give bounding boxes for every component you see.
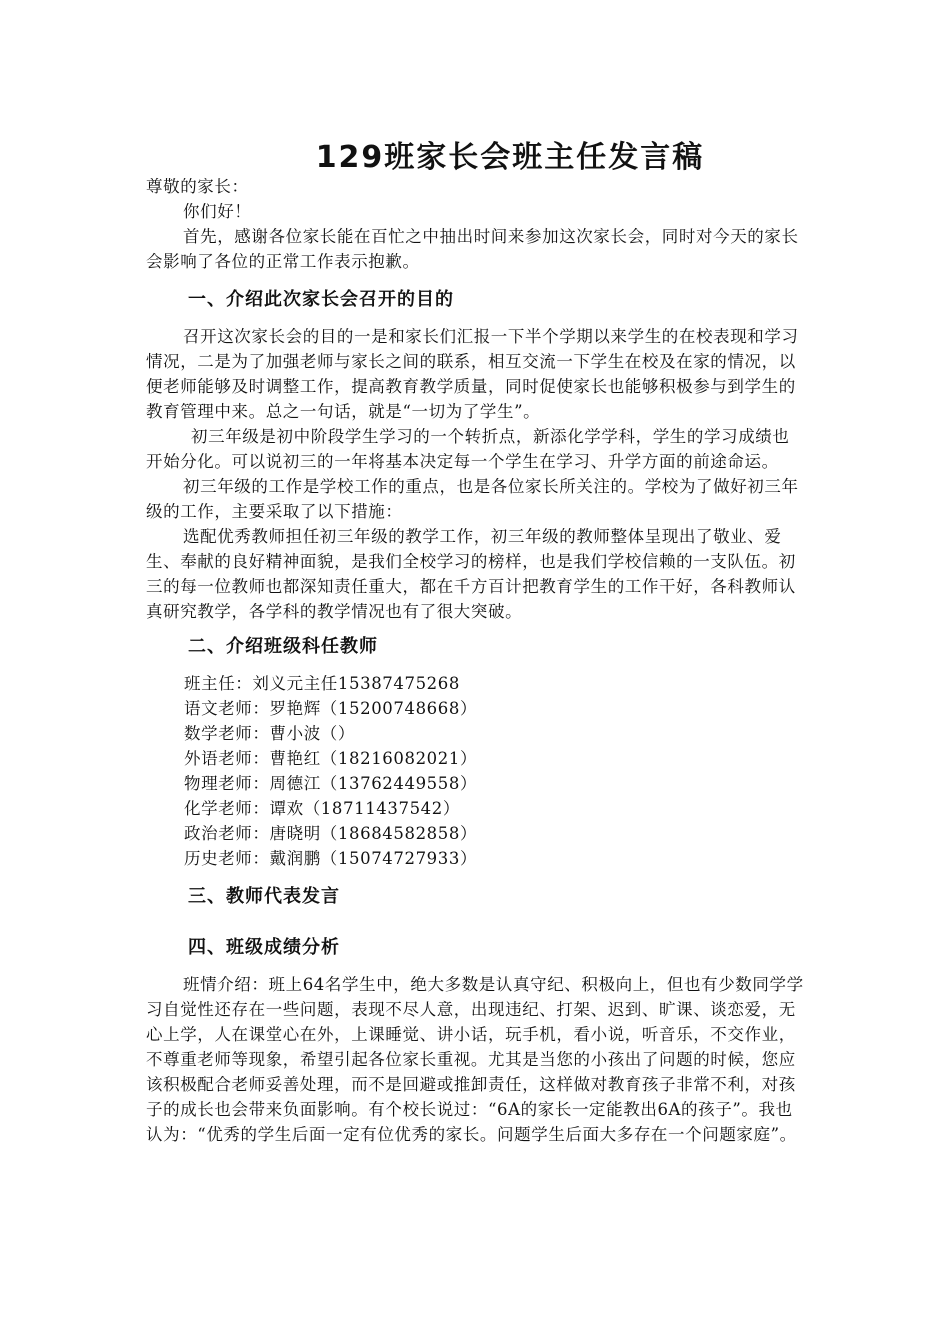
section-1-paragraph: 选配优秀教师担任初三年级的教学工作，初三年级的教师整体呈现出了敬业、爱生、奉献的良好精神面貌，是我们全校学习的榜样，也是我们学校信赖的一支队伍。初三的每一位教师也都深知责任重大，都在千方百计把教育学生的工作干好，各科教师认真研究教学，各学科的教学情况也有了很大突破。 — [146, 527, 796, 621]
teacher-list — [146, 671, 806, 871]
teacher-list-item: 语文老师：罗艳辉（15200748668） — [184, 699, 478, 718]
section-1-paragraph: 初三年级是初中阶段学生学习的一个转折点，新添化学学科，学生的学习成绩也开始分化。可以说初三的一年将基本决定每一个学生在学习、升学方面的前途命运。 — [146, 427, 790, 471]
section-4-paragraph: 班情介绍：班上64名学生中，绝大多数是认真守纪、积极向上，但也有少数同学学习自觉性还存在一些问题，表现不尽人意，出现违纪、打架、迟到、旷课、谈恋爱，无心上学，人在课堂心在外，上课睡觉、讲小话，玩手机，看小说，听音乐，不交作业，不尊重老师等现象，希望引起各位家长重视。尤其是当您的小孩出了问题的时候，您应该积极配合老师妥善处理，而不是回避或推卸责任，这样做对教育孩子非常不利，对孩子的成长也会带来负面影响。有个校长说过：“6A的家长一定能教出6A的孩子”。我也认为：“优秀的学生后面一定有位优秀的家长。问题学生后面大多存在一个问题家庭”。 — [146, 975, 804, 1144]
hello-line: 你们好！ — [183, 202, 252, 221]
section-1-paragraph: 召开这次家长会的目的一是和家长们汇报一下半个学期以来学生的在校表现和学习情况，二是为了加强老师与家长之间的联系，相互交流一下学生在校及在家的情况，以便老师能够及时调整工作，提高教育教学质量，同时促使家长也能够积极参与到学生的教育管理中来。总之一句话，就是“一切为了学生”。 — [146, 327, 799, 421]
section-4-heading: 四、班级成绩分析 — [188, 937, 340, 958]
teacher-list-item: 外语老师：曹艳红（18216082021） — [184, 749, 478, 768]
section-1-heading: 一、介绍此次家长会召开的目的 — [188, 289, 454, 310]
teacher-list-item: 历史老师：戴润鹏（15074727933） — [184, 849, 478, 868]
teacher-list-item: 政治老师：唐晓明（18684582858） — [184, 824, 478, 843]
intro-paragraph: 首先，感谢各位家长能在百忙之中抽出时间来参加这次家长会，同时对今天的家长会影响了各位的正常工作表示抱歉。 — [146, 227, 799, 271]
document-body — [146, 174, 806, 1147]
section-1-paragraph: 初三年级的工作是学校工作的重点，也是各位家长所关注的。学校为了做好初三年级的工作，主要采取了以下措施： — [146, 477, 799, 521]
greeting: 尊敬的家长： — [146, 177, 249, 196]
teacher-list-item: 化学老师：谭欢（18711437542） — [184, 799, 460, 818]
document-title: 129班家长会班主任发言稿 — [315, 140, 705, 175]
teacher-list-item: 班主任：刘义元主任15387475268 — [184, 674, 460, 693]
section-2-heading: 二、介绍班级科任教师 — [188, 636, 378, 657]
section-3-heading: 三、教师代表发言 — [188, 886, 340, 907]
teacher-list-item: 物理老师：周德江（13762449558） — [184, 774, 478, 793]
teacher-list-item: 数学老师：曹小波（） — [184, 724, 355, 743]
